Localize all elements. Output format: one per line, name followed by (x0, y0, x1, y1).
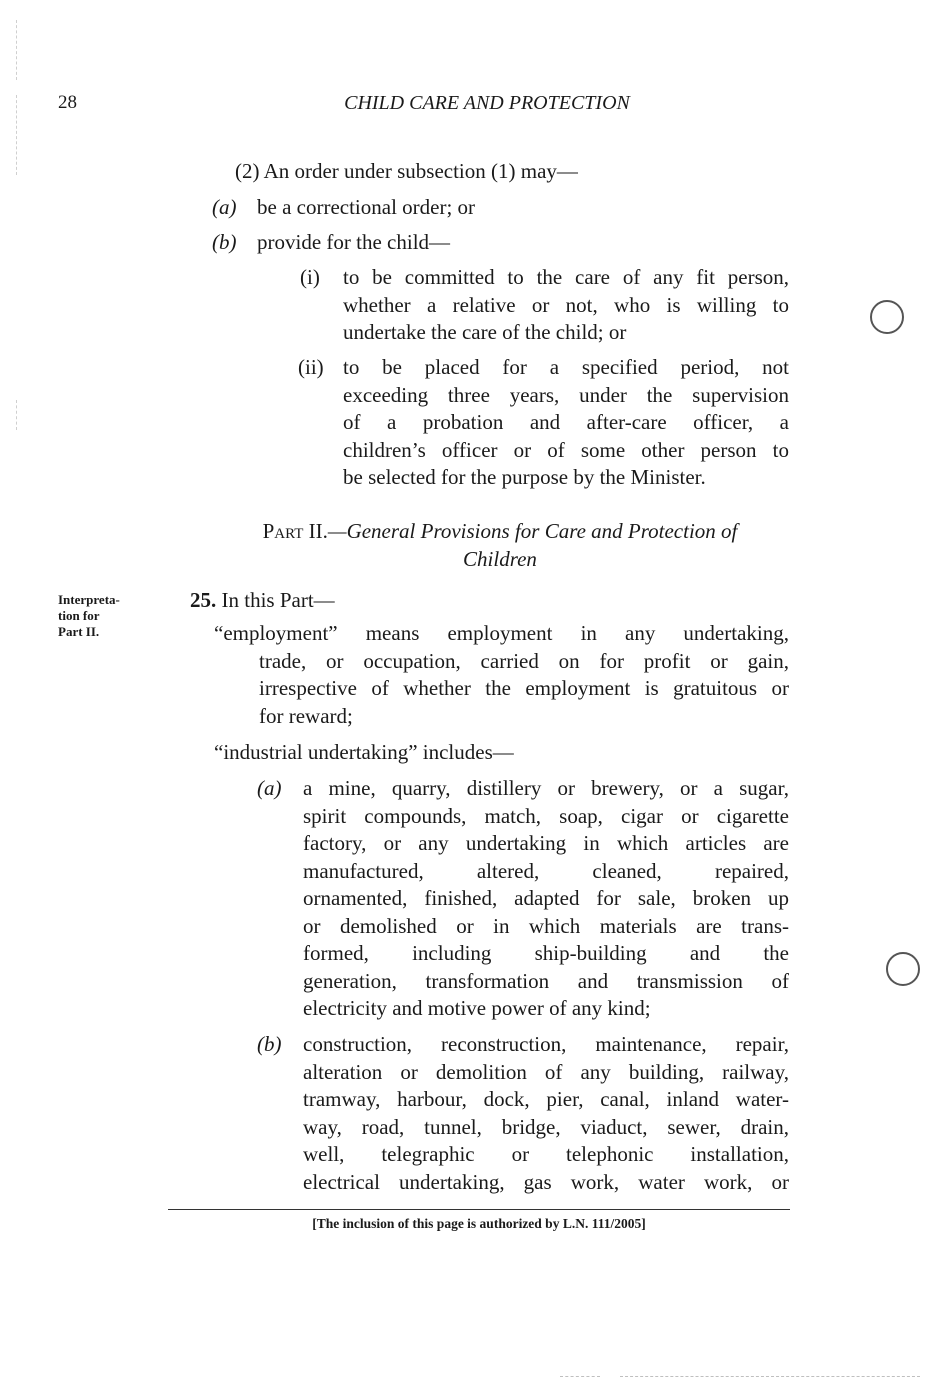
text-line: formed, including ship-building and the (303, 941, 789, 965)
text-line: undertake the care of the child; or (343, 320, 627, 344)
definition-employment-first (214, 620, 789, 648)
industrial-b-text (303, 1031, 789, 1196)
text-line: or demolished or in which materials are trans- (303, 913, 789, 938)
part-title-line-1: —General Provisions for Care and Protection of (327, 519, 738, 543)
margin-note-line: Interpreta- (58, 592, 120, 607)
industrial-a-text (303, 775, 789, 1023)
text-line: way, road, tunnel, bridge, viaduct, sewer, drain, (303, 1114, 789, 1139)
text-line: a mine, quarry, distillery or brewery, or a sugar, (303, 776, 789, 800)
item-b-label: (b) (212, 230, 237, 254)
item-i-label: (i) (300, 265, 320, 289)
text-line: “employment” means employment in any undertaking, (214, 621, 789, 645)
text-line: whether a relative or not, who is willing to (343, 292, 789, 317)
item-b-text: provide for the child— (257, 230, 451, 254)
section-intro: In this Part— (221, 588, 335, 612)
margin-note-line: Part II. (58, 624, 100, 639)
text-line: electrical undertaking, gas work, water work, or (303, 1169, 789, 1194)
scan-edge-mark (620, 1376, 920, 1377)
margin-note-line: tion for (58, 608, 100, 623)
footer-authorization: [The inclusion of this page is authorized by L.N. 111/2005] (312, 1216, 646, 1231)
industrial-a-label: (a) (257, 776, 282, 800)
running-title: CHILD CARE AND PROTECTION (344, 92, 630, 114)
part-title-line-2: Children (463, 546, 537, 571)
binder-hole-icon (886, 952, 920, 986)
text-line: exceeding three years, under the supervision (343, 382, 789, 407)
item-ii-label: (ii) (298, 355, 324, 379)
text-line: electricity and motive power of any kind; (303, 996, 651, 1020)
text-line: trade, or occupation, carried on for profit or gain, (259, 648, 789, 673)
text-line: factory, or any undertaking in which articles are (303, 831, 789, 855)
scan-edge-mark (16, 400, 17, 430)
part-label: Part II. (262, 519, 328, 543)
text-line: of a probation and after-care officer, a (343, 410, 789, 434)
text-line: irrespective of whether the employment is gratuitous or (259, 676, 789, 700)
section-25-heading (190, 587, 335, 615)
item-a-text: be a correctional order; or (257, 195, 476, 219)
text-line: manufactured, altered, cleaned, repaired, (303, 858, 789, 883)
text-line: spirit compounds, match, soap, cigar or cigarette (303, 803, 789, 828)
item-i-text (343, 264, 789, 347)
margin-note (58, 592, 120, 640)
text-line: to be committed to the care of any fit person, (343, 265, 789, 289)
text-line: children’s officer or of some other person to (343, 437, 789, 462)
binder-hole-icon (870, 300, 904, 334)
definition-industrial-undertaking: “industrial undertaking” includes— (214, 740, 514, 764)
part-heading (200, 518, 800, 573)
text-line: ornamented, finished, adapted for sale, broken up (303, 886, 789, 910)
text-line: well, telegraphic or telephonic installation, (303, 1142, 789, 1166)
item-a-label: (a) (212, 195, 237, 219)
text-line: for reward; (259, 703, 353, 728)
text-line: to be placed for a specified period, not (343, 355, 789, 379)
footer-rule (168, 1209, 790, 1210)
subsection-2: (2) An order under subsection (1) may— (235, 159, 578, 183)
industrial-b-label: (b) (257, 1032, 282, 1056)
scan-edge-mark (560, 1376, 600, 1377)
text-line: construction, reconstruction, maintenance, repair, (303, 1032, 789, 1056)
text-line: alteration or demolition of any building, railway, (303, 1059, 789, 1084)
definition-employment (259, 648, 789, 731)
text-line: be selected for the purpose by the Minister. (343, 465, 706, 489)
text-line: tramway, harbour, dock, pier, canal, inland water- (303, 1087, 789, 1111)
text-line: generation, transformation and transmission of (303, 968, 789, 993)
page-number: 28 (58, 92, 77, 113)
section-number: 25. (190, 588, 217, 612)
item-ii-text (343, 354, 789, 492)
scan-edge-mark (16, 20, 17, 80)
